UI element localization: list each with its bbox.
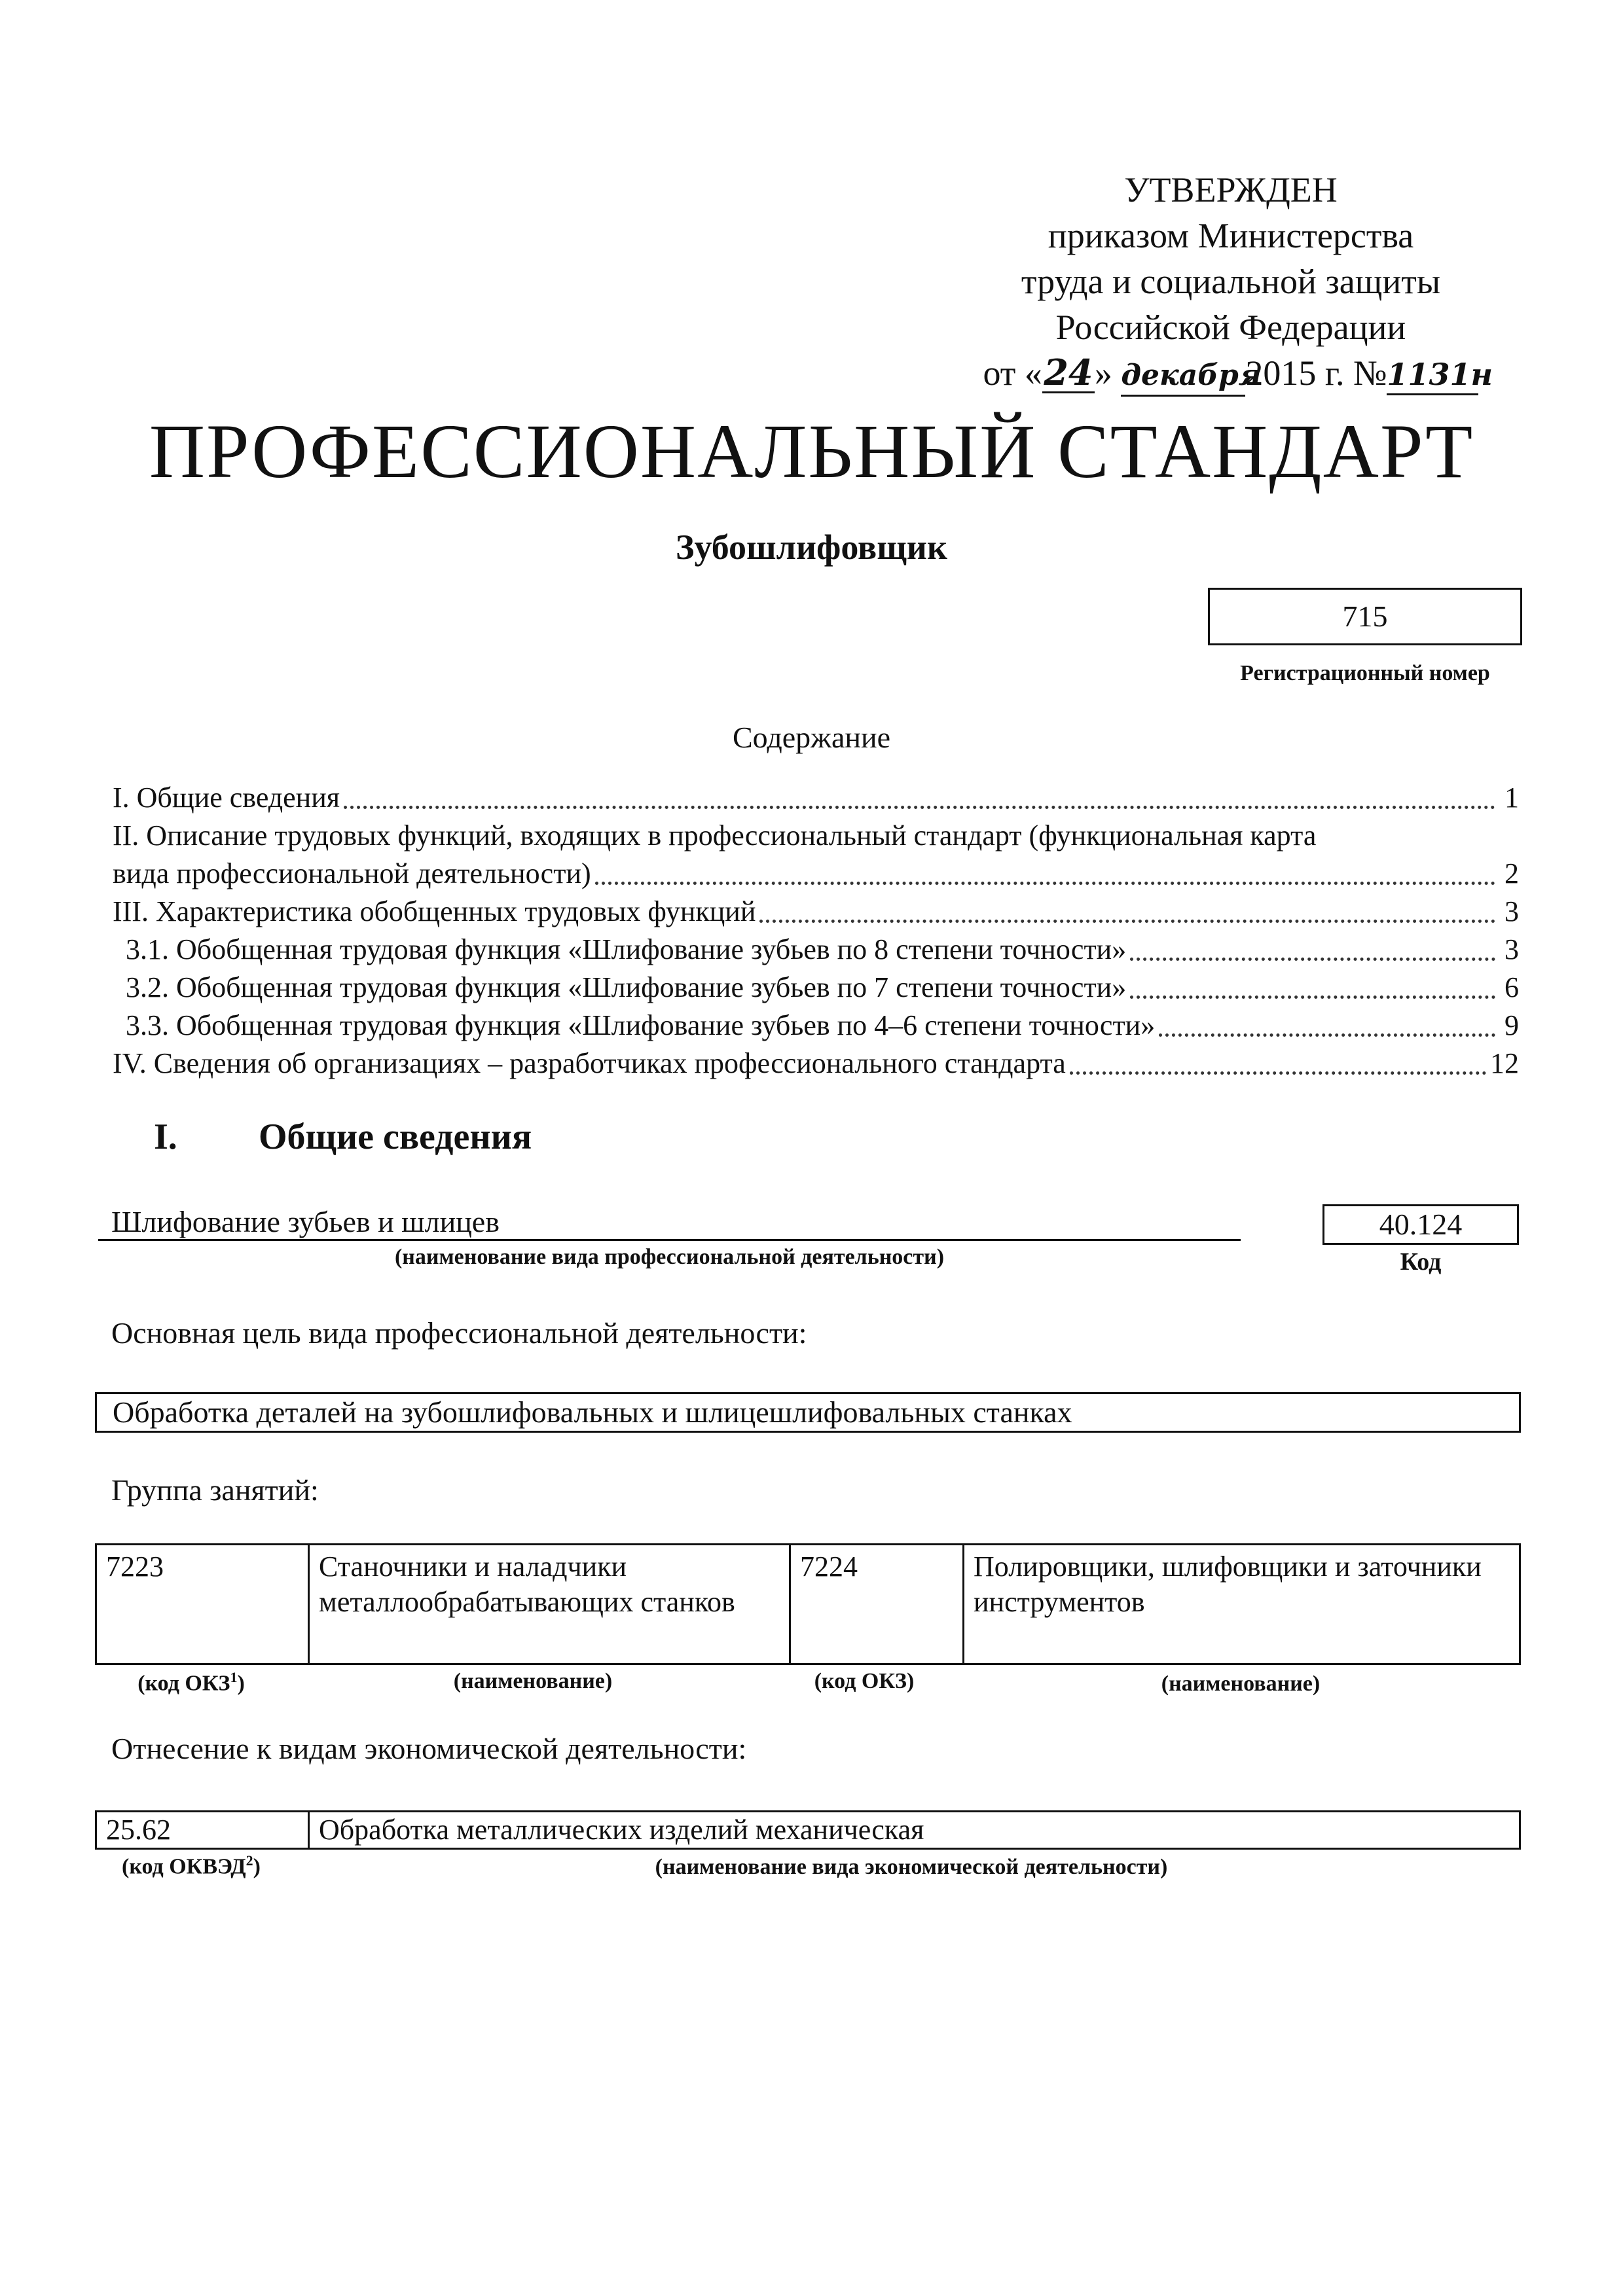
okved-code-cell: 25.62	[96, 1812, 309, 1849]
registration-number-box: 715	[1208, 588, 1522, 645]
activity-code-label: Код	[1400, 1248, 1442, 1276]
quote-open: «	[1024, 353, 1042, 393]
toc-item-text: I. Общие сведения	[113, 781, 340, 814]
section-number: I.	[154, 1117, 177, 1157]
caption-text: (код ОКЗ	[137, 1671, 230, 1696]
okz-code-cell: 7223	[96, 1545, 309, 1664]
toc-item-page: 1	[1504, 781, 1519, 814]
approval-line-3: труда и социальной защиты	[1021, 262, 1441, 301]
okz-code-cell: 7224	[790, 1545, 964, 1664]
profession-name: Зубошлифовщик	[675, 528, 948, 567]
section-title: Общие сведения	[259, 1117, 532, 1157]
okved-table	[95, 1810, 1521, 1850]
toc-leader	[344, 806, 1495, 809]
toc-item-text: вида профессиональной деятельности)	[113, 857, 591, 889]
toc-item[interactable]	[126, 969, 1519, 1007]
okz-name-cell: Полировщики, шлифовщики и заточники инструментов	[964, 1545, 1520, 1664]
toc-leader	[1070, 1071, 1486, 1075]
caption-text: (код ОКВЭД	[122, 1854, 246, 1879]
toc-item-page: 6	[1504, 971, 1519, 1003]
toc-leader	[595, 882, 1495, 885]
okz-name-cell: Станочники и наладчики металлообрабатывающих станков	[309, 1545, 790, 1664]
approval-date-line	[943, 350, 1519, 397]
toc-item-text: II. Описание трудовых функций, входящих в профессиональный стандарт (функциональная карта	[113, 819, 1317, 852]
okved-name-cell: Обработка металлических изделий механическая	[309, 1812, 1520, 1849]
toc-leader	[1130, 958, 1495, 961]
table-row	[96, 1545, 1520, 1664]
toc-item[interactable]	[113, 779, 1519, 817]
activity-name: Шлифование зубьев и шлицев	[98, 1203, 1241, 1241]
toc-item[interactable]	[113, 893, 1519, 931]
toc-item-text: IV. Сведения об организациях – разработчиках профессионального стандарта	[113, 1047, 1066, 1079]
okz-name-caption: (наименование)	[1161, 1672, 1321, 1696]
approval-line-4: Российской Федерации	[1055, 308, 1406, 347]
approval-from: от	[983, 353, 1016, 393]
okved-name-caption: (наименование вида экономической деятельности)	[655, 1855, 1168, 1879]
goal-text-box: Обработка деталей на зубошлифовальных и шлицешлифовальных станках	[95, 1392, 1521, 1433]
toc-item-text: 3.3. Обобщенная трудовая функция «Шлифование зубьев по 4–6 степени точности»	[126, 1009, 1156, 1041]
toc-item[interactable]	[113, 817, 1519, 855]
table-row	[96, 1812, 1520, 1849]
toc-item-page: 3	[1504, 895, 1519, 927]
okved-code-caption	[95, 1852, 287, 1879]
toc-item-page: 2	[1504, 857, 1519, 889]
document-title: ПРОФЕССИОНАЛЬНЫЙ СТАНДАРТ	[149, 408, 1474, 494]
toc-item[interactable]	[126, 931, 1519, 969]
approval-month: декабря	[1121, 357, 1245, 397]
okz-name-caption: (наименование)	[453, 1669, 613, 1693]
approval-number: 1131н	[1387, 355, 1478, 395]
occupation-group-table	[95, 1543, 1521, 1665]
goal-label: Основная цель вида профессиональной деятельности:	[111, 1316, 807, 1350]
toc-item-page: 3	[1504, 933, 1519, 965]
okz-code-caption: (код ОКЗ)	[814, 1669, 915, 1693]
approval-line-2: приказом Министерства	[1048, 216, 1414, 255]
approval-no-label: №	[1353, 353, 1387, 393]
occupation-group-label: Группа занятий:	[111, 1473, 319, 1507]
toc-leader	[759, 920, 1495, 923]
caption-text: )	[253, 1854, 261, 1879]
toc-item[interactable]	[113, 855, 1519, 893]
approval-line-1: УТВЕРЖДЕН	[1124, 170, 1338, 209]
approval-day: 24	[1042, 353, 1095, 393]
footnote-marker: 1	[230, 1669, 238, 1685]
economic-activity-label: Отнесение к видам экономической деятельности:	[111, 1732, 747, 1765]
okz-code-caption	[95, 1669, 287, 1696]
activity-code-box: 40.124	[1322, 1204, 1519, 1245]
toc-item-page: 12	[1490, 1047, 1519, 1079]
caption-text: )	[237, 1671, 245, 1696]
approval-block	[943, 167, 1519, 397]
toc-item-text: 3.1. Обобщенная трудовая функция «Шлифование зубьев по 8 степени точности»	[126, 933, 1127, 965]
registration-number-label: Регистрационный номер	[1240, 661, 1490, 685]
toc-item-text: III. Характеристика обобщенных трудовых функций	[113, 895, 756, 927]
toc-item[interactable]	[113, 1045, 1519, 1083]
activity-name-caption: (наименование вида профессиональной деятельности)	[394, 1245, 945, 1269]
footnote-marker: 2	[246, 1852, 253, 1869]
toc-item[interactable]	[126, 1007, 1519, 1045]
toc-item-text: 3.2. Обобщенная трудовая функция «Шлифование зубьев по 7 степени точности»	[126, 971, 1127, 1003]
quote-close: »	[1094, 353, 1112, 393]
toc-title: Содержание	[732, 721, 891, 754]
approval-year: 2015 г.	[1245, 353, 1345, 393]
toc-leader	[1159, 1033, 1495, 1037]
toc-leader	[1130, 996, 1495, 999]
toc-item-page: 9	[1504, 1009, 1519, 1041]
